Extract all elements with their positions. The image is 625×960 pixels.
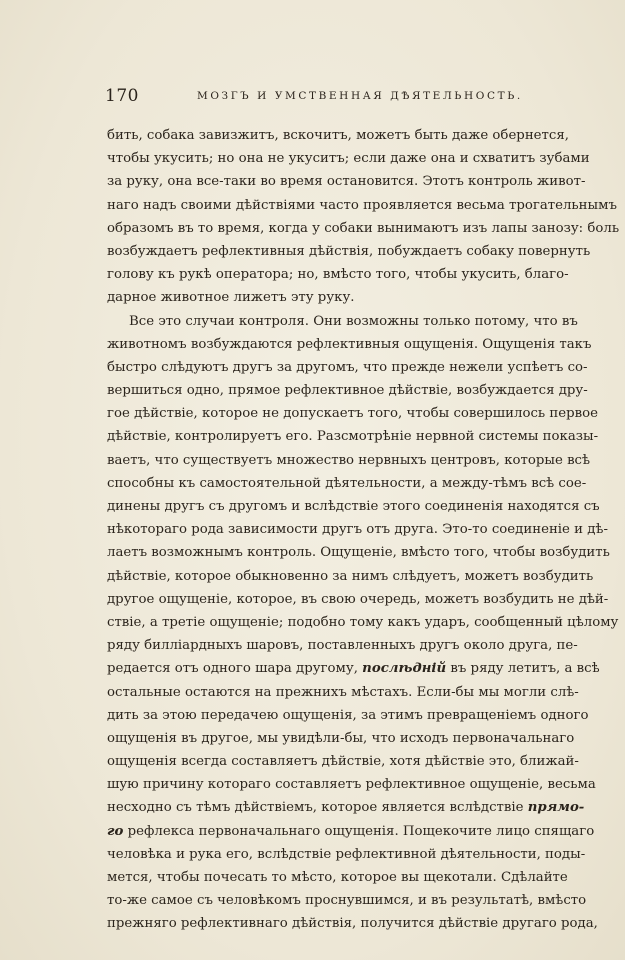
line-text: несходно съ тѣмъ дѣйствіемъ, которое является вслѣдствіе (107, 800, 528, 816)
text-line (107, 843, 586, 866)
line-text: ощущенія всегда составляетъ дѣйствіе, хотя дѣйствіе это, ближай- (107, 754, 579, 770)
line-text: лаетъ возможнымъ контроль. Ощущеніе, вмѣсто того, чтобы возбудить (107, 545, 610, 561)
line-text: бить, собака завизжитъ, вскочитъ, можетъ быть даже обернется, (107, 128, 569, 143)
text-line (107, 217, 620, 240)
line-text: гое дѣйствіе, которое не допускаетъ того, чтобы совершилось первое (107, 406, 598, 422)
line-text: динены другъ съ другомъ и вслѣдствіе этого соединенія находятся съ (107, 499, 600, 514)
text-line (107, 495, 600, 518)
text-line (107, 889, 587, 912)
text-line (107, 727, 575, 750)
line-text: чтобы укусить; но она не укуситъ; если даже она и схватитъ зубами (107, 151, 590, 167)
line-text: образомъ въ то время, когда у собаки вынимаютъ изъ лапы занозу: боль (107, 220, 620, 236)
text-line (107, 402, 598, 425)
text-line (107, 750, 579, 773)
line-text: дить за этою передачею ощущенія, за этимъ превращеніемъ одного (107, 707, 589, 723)
line-text: другое ощущеніе, которое, въ свою очередь, можетъ возбудить не дѣй- (107, 591, 609, 607)
line-text: ваетъ, что существуетъ множество нервныхъ центровъ, которые всѣ (107, 452, 591, 468)
text-line (107, 286, 556, 309)
line-text: голову къ рукѣ оператора; но, вмѣсто того, чтобы укусить, благо- (107, 267, 569, 283)
line-text: вершиться одно, прямое рефлективное дѣйствіе, возбуждается дру- (107, 383, 588, 399)
text-line (107, 704, 589, 727)
line-text: шую причину котораго составляетъ рефлективное ощущеніе, весьма (107, 777, 596, 793)
text-line (107, 611, 619, 634)
text-line (107, 634, 578, 657)
line-text: дѣйствіе, контролируетъ его. Разсмотрѣніе нервной системы показы- (107, 429, 599, 445)
text-line (107, 425, 599, 448)
text-line (107, 333, 592, 356)
line-text-after: рефлекса первоначальнаго ощущенія. Пощекочите лицо спящаго (123, 823, 595, 839)
text-line (107, 147, 590, 170)
line-text: ощущенія въ другое, мы увидѣли-бы, что исходъ первоначальнаго (107, 730, 575, 746)
page-number: 170 (105, 86, 139, 106)
text-line (107, 472, 587, 495)
text-line (107, 820, 595, 843)
line-text: ствіе, а третіе ощущеніе; подобно тому какъ ударъ, сообщенный цѣлому (107, 614, 619, 630)
line-text: прежняго рефлективнаго дѣйствія, получится дѣйствіе другаго рода, (107, 916, 598, 932)
text-line (107, 310, 578, 333)
line-text: ряду билліардныхъ шаровъ, поставленныхъ другъ около друга, пе- (107, 638, 578, 654)
text-line (107, 866, 568, 889)
line-text: возбуждаетъ рефлективныя дѣйствія, побуждаетъ собаку повернуть (107, 243, 591, 259)
line-text: то-же самое съ человѣкомъ проснувшимся, и въ результатѣ, вмѣсто (107, 893, 587, 909)
text-line (107, 170, 586, 193)
line-text: наго надъ своими дѣйствіями часто проявляется весьма трогательнымъ (107, 197, 617, 213)
text-line (107, 681, 579, 704)
body-text (107, 124, 620, 936)
text-line (107, 263, 569, 286)
line-text: дарное животное лижетъ эту руку. (107, 290, 355, 306)
text-line (107, 773, 596, 796)
line-text: нѣкотораго рода зависимости другъ отъ друга. Это-то соединеніе и дѣ- (107, 522, 608, 538)
line-text-after: въ ряду летитъ, а всѣ (446, 661, 600, 677)
emphasized-word: послѣдній (362, 661, 447, 677)
text-line (107, 565, 594, 588)
line-text: человѣка и рука его, вслѣдствіе рефлективной дѣятельности, поды- (107, 846, 586, 862)
line-text: дѣйствіе, которое обыкновенно за нимъ слѣдуетъ, можетъ возбудить (107, 568, 594, 584)
page-header (105, 86, 560, 108)
text-line (107, 588, 609, 611)
line-text: быстро слѣдуютъ другъ за другомъ, что прежде нежели успѣетъ со- (107, 359, 588, 375)
line-text: Все это случаи контроля. Они возможны только потому, что въ (129, 313, 578, 329)
text-line (107, 449, 591, 472)
text-line (107, 124, 569, 147)
text-line (107, 356, 588, 379)
text-line (107, 518, 608, 541)
text-line (107, 541, 610, 564)
emphasized-word: го (107, 823, 124, 839)
line-text: за руку, она все-таки во время остановится. Этотъ контроль живот- (107, 174, 586, 190)
line-text: животномъ возбуждаются рефлективныя ощущенія. Ощущенія такъ (107, 336, 592, 352)
line-text: мется, чтобы почесать то мѣсто, которое вы щекотали. Сдѣлайте (107, 870, 568, 885)
text-line (107, 796, 585, 819)
text-line (107, 240, 591, 263)
text-line (107, 379, 588, 402)
emphasized-word: прямо- (527, 800, 585, 816)
text-line (107, 657, 600, 680)
running-head: МОЗГЪ И УМСТВЕННАЯ ДѢЯТЕЛЬНОСТЬ. (197, 90, 523, 102)
text-line (107, 912, 598, 935)
line-text: редается отъ одного шара другому, (107, 661, 363, 677)
line-text: остальные остаются на прежнихъ мѣстахъ. Если-бы мы могли слѣ- (107, 684, 579, 700)
text-line (107, 194, 617, 217)
line-text: способны къ самостоятельной дѣятельности, а между-тѣмъ всѣ сое- (107, 475, 587, 491)
